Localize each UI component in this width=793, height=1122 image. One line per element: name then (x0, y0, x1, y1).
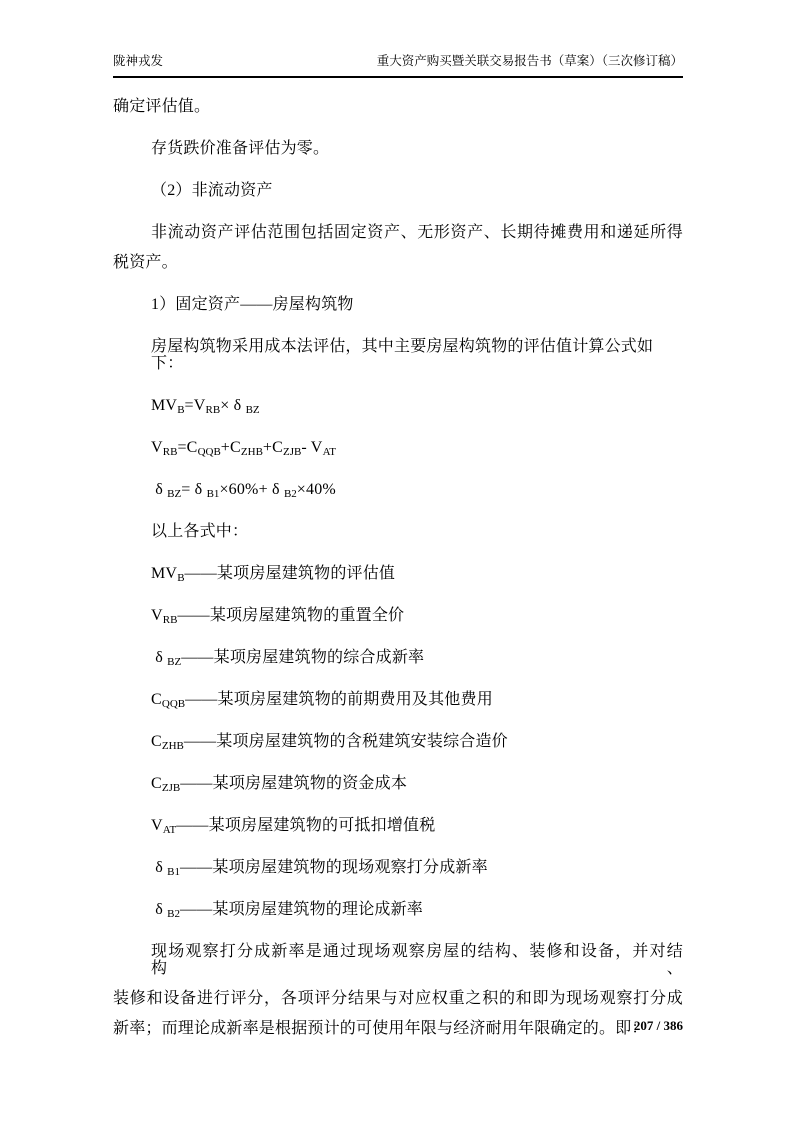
text-segment: 新率；而理论成新率是根据预计的可使用年限与经济耐用年限确定的。即： (113, 1020, 648, 1037)
subscript: B2 (167, 908, 180, 920)
subscript: B1 (167, 866, 180, 878)
text-segment: 以上各式中： (151, 523, 249, 540)
text-segment: +C (262, 439, 284, 456)
text-segment: C (151, 733, 162, 750)
definition-line (113, 775, 683, 792)
text-segment: （2）非流动资产 (151, 182, 273, 199)
definition-line (113, 901, 683, 918)
text-segment: =C (177, 439, 198, 456)
text-segment: × δ (220, 397, 246, 414)
text-segment: ——某项房屋建筑物的重置全价 (177, 607, 405, 624)
subscript: ZJB (283, 446, 302, 458)
text-segment: ——某项房屋建筑物的含税建筑安装综合造价 (183, 733, 508, 750)
header-company-name: 陇神戎发 (113, 54, 164, 68)
text-line (113, 523, 683, 540)
text-segment: = δ (181, 481, 207, 498)
page-header (113, 53, 683, 78)
text-line (113, 296, 683, 313)
text-segment: MV (151, 397, 178, 414)
document-body (113, 98, 683, 1037)
definition-line (113, 607, 683, 624)
definition-line (113, 817, 683, 834)
text-segment: δ (151, 859, 168, 876)
text-segment: V (151, 607, 163, 624)
subscript: B (177, 404, 185, 416)
text-segment: 非流动资产评估范围包括固定资产、无形资产、长期待摊费用和递延所得 (151, 224, 683, 241)
text-segment: ——某项房屋建筑物的前期费用及其他费用 (185, 691, 493, 708)
definition-line (113, 733, 683, 750)
text-segment: 现场观察打分成新率是通过现场观察房屋的结构、装修和设备，并对结构、 (151, 943, 683, 977)
text-segment: 房屋构筑物采用成本法评估，其中主要房屋构筑物的评估值计算公式如下： (151, 338, 654, 372)
subscript: BZ (167, 656, 182, 668)
text-segment: 税资产。 (113, 254, 178, 271)
text-line (113, 1020, 683, 1037)
subscript: BZ (167, 488, 182, 500)
subscript: AT (162, 824, 177, 836)
text-segment: 1）固定资产——房屋构筑物 (151, 296, 354, 313)
text-line (113, 140, 683, 157)
subscript: BZ (245, 404, 260, 416)
text-segment: +C (220, 439, 241, 456)
subscript: QQB (197, 446, 221, 458)
text-segment: ——某项房屋建筑物的理论成新率 (180, 901, 424, 918)
text-segment: - V (301, 439, 323, 456)
subscript: ZHB (240, 446, 263, 458)
subscript: RB (162, 446, 178, 458)
subscript: AT (322, 446, 337, 458)
text-line (113, 98, 683, 115)
text-segment: =V (184, 397, 206, 414)
text-segment: ——某项房屋建筑物的评估值 (184, 565, 396, 582)
subscript: RB (205, 404, 221, 416)
definition-line (113, 691, 683, 708)
text-segment: 存货跌价准备评估为零。 (151, 140, 330, 157)
text-line (113, 338, 683, 372)
subscript: ZHB (161, 740, 184, 752)
text-segment: δ (151, 901, 168, 918)
subscript: B2 (283, 488, 297, 500)
text-segment: V (151, 439, 163, 456)
subscript: ZJB (161, 782, 181, 794)
text-segment: ×60%+ δ (219, 481, 284, 498)
text-segment: MV (151, 565, 178, 582)
subscript: RB (162, 614, 178, 626)
header-report-title: 重大资产购买暨关联交易报告书（草案）（三次修订稿） (376, 54, 683, 68)
text-segment: V (151, 817, 163, 834)
formula-line (113, 481, 683, 498)
text-segment: ——某项房屋建筑物的资金成本 (180, 775, 408, 792)
subscript: QQB (161, 698, 186, 710)
text-segment: 确定评估值。 (113, 98, 211, 115)
text-line (113, 943, 683, 977)
text-segment: 装修和设备进行评分，各项评分结果与对应权重之积的和即为现场观察打分成 (113, 990, 683, 1007)
definition-line (113, 649, 683, 666)
text-line (113, 182, 683, 199)
text-line (113, 254, 683, 271)
text-segment: C (151, 691, 162, 708)
formula-line (113, 397, 683, 414)
definition-line (113, 565, 683, 582)
text-segment: ×40% (296, 481, 336, 498)
text-segment: δ (151, 649, 168, 666)
text-segment: ——某项房屋建筑物的综合成新率 (181, 649, 425, 666)
text-line (113, 224, 683, 241)
subscript: B (177, 572, 185, 584)
text-segment: ——某项房屋建筑物的现场观察打分成新率 (180, 859, 488, 876)
page-number: 207 / 386 (633, 1018, 683, 1033)
definition-line (113, 859, 683, 876)
text-segment: C (151, 775, 162, 792)
text-segment: δ (151, 481, 168, 498)
text-line (113, 990, 683, 1007)
text-segment: ——某项房屋建筑物的可抵扣增值税 (176, 817, 436, 834)
subscript: B1 (206, 488, 220, 500)
formula-line (113, 439, 683, 456)
